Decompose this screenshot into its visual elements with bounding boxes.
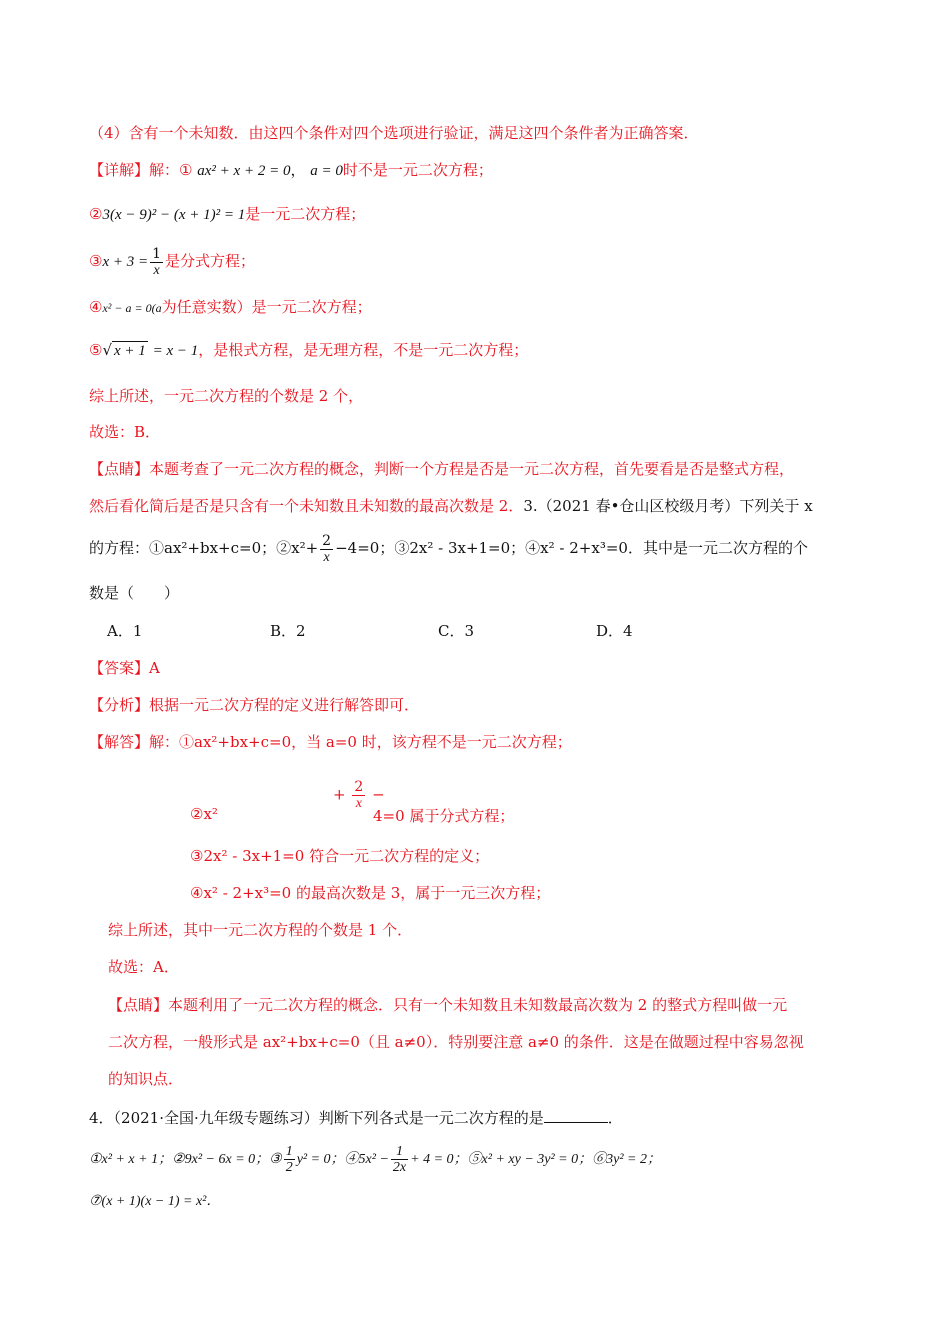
equation-line-4: ④x² − a = 0(a为任意实数）是一元二次方程； — [89, 298, 372, 316]
note-line-2: 然后看化简后是否是只含有一个未知数且未知数的最高次数是 2．3.（2021 春•仓山区校级月考）下列关于 x — [89, 497, 813, 515]
detail-line: 【详解】解：① ax² + x + 2 = 0， a = 0时不是一元二次方程； — [89, 161, 493, 179]
note-line-1: 【点睛】本题考查了一元二次方程的概念，判断一个方程是否是一元二次方程，首先要看是否是整式方程， — [89, 460, 795, 478]
equation-line-2: ②3(x − 9)² − (x + 1)² = 1是一元二次方程； — [89, 205, 366, 223]
question-4-stem: 4．（2021·全国·九年级专题练习）判断下列各式是一元二次方程的是 ． — [89, 1109, 623, 1127]
solve-line-3: ③2x² - 3x+1=0 符合一元二次方程的定义； — [190, 847, 490, 865]
note-2-line-3: 的知识点． — [108, 1070, 184, 1088]
equation-1: ax² + x + 2 = 0 — [197, 163, 291, 179]
solve-line-2b: 4=0 属于分式方程； — [373, 807, 515, 825]
question-3-stem: 的方程：①ax²+bx+c=0；②x²+ $\frac{2}{x}$ −4=0；③2x² - 3x+1=0；④x² - 2+x³=0．其中是一元二次方程的个 — [89, 532, 808, 565]
option-b: B．2 — [270, 622, 306, 640]
fraction: + $\frac{2}{x}$ − — [333, 779, 385, 811]
question-4-items: ①x² + x + 1；②9x² − 6x = 0；③ $\frac{1}{2}$ y² = 0；④5x² − $\frac{1}{2x}$ + 4 = 0；⑤x² + xy − 3y² = 0；⑥3y² = 2； — [89, 1144, 661, 1176]
equation-line-5: ⑤√ x + 1 = x − 1，是根式方程，是无理方程，不是一元二次方程； — [89, 341, 529, 359]
note-2-line-2: 二次方程，一般形式是 ax²+bx+c=0（且 a≠0）．特别要注意 a≠0 的条件．这是在做题过程中容易忽视 — [108, 1033, 804, 1051]
summary-line: 综上所述，一元二次方程的个数是 2 个， — [89, 387, 364, 405]
question-3-stem-end: 数是（ ） — [89, 584, 180, 602]
fraction: $\frac{2}{x}$ — [322, 532, 332, 565]
question-4-item-7: ⑦(x + 1)(x − 1) = x²． — [89, 1194, 221, 1209]
solve-line-2a: ②x² — [190, 805, 218, 823]
detail-tag: 【详解】 — [89, 161, 150, 179]
choice-line-2: 故选：A． — [108, 958, 179, 976]
solve-line-4: ④x² - 2+x³=0 的最高次数是 3，属于一元三次方程； — [190, 884, 551, 902]
fraction: $\frac{1}{x}$ — [152, 245, 162, 278]
note-2-line-1: 【点睛】本题利用了一元二次方程的概念．只有一个未知数且未知数最高次数为 2 的整式方程叫做一元 — [108, 996, 788, 1014]
option-d: D．4 — [596, 622, 633, 640]
radical: x + 1 — [114, 343, 146, 359]
option-c: C．3 — [438, 622, 475, 640]
question-3-title: 3.（2021 春•仓山区校级月考）下列关于 x — [523, 497, 813, 515]
summary-line-2: 综上所述，其中一元二次方程的个数是 1 个． — [108, 921, 413, 939]
equation-line-3: ③x + 3 = $\frac{1}{x}$ 是分式方程； — [89, 245, 256, 278]
answer-line: 【答案】A — [89, 659, 160, 677]
solution-line-1: （4）含有一个未知数．由这四个条件对四个选项进行验证，满足这四个条件者为正确答案． — [89, 124, 699, 142]
solve-line-1: 【解答】解：①ax²+bx+c=0，当 a=0 时，该方程不是一元二次方程； — [89, 733, 572, 751]
option-a: A．1 — [107, 622, 143, 640]
answer-blank — [544, 1108, 608, 1123]
analysis-line: 【分析】根据一元二次方程的定义进行解答即可． — [89, 696, 420, 714]
choice-line: 故选：B． — [89, 423, 161, 441]
